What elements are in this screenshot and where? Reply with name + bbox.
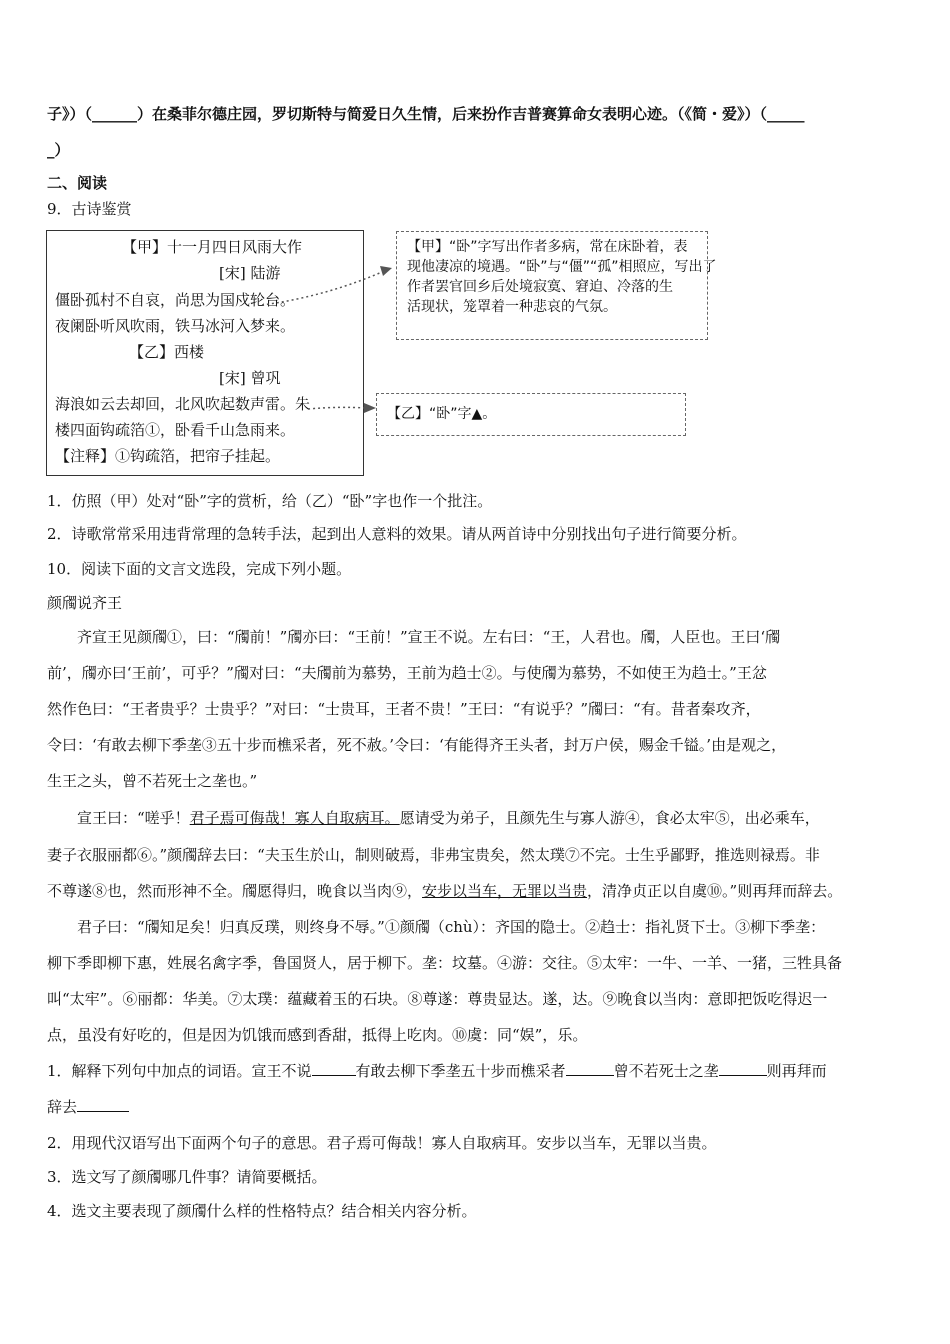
poem-jia-line-2: 夜阑卧听风吹雨，铁马冰河入梦来。 (55, 317, 296, 335)
passage-p2-line-3 (47, 881, 910, 901)
arrow-jia (262, 272, 382, 305)
passage-p1-line-4: 令曰：‘有敢去柳下季垄③五十步而樵采者，死不赦。’令曰：‘有能得齐王头者，封万户侯，赐金千镒。’由是观之， (47, 736, 787, 754)
passage-p3-line-4: 点，虽没有好吃的，但是因为饥饿而感到香甜，抵得上吃肉。⑩虞：同“娱”，乐。 (47, 1026, 588, 1044)
q10-sub1-part-c: 曾不若死士之垄 (613, 1062, 719, 1080)
passage-p1-line-1: 齐宣王见颜斶①，曰：“斶前！”斶亦曰：“王前！”宣王不说。左右曰：“王，人君也。斶，人臣也。王曰‘斶 (77, 628, 781, 646)
q10-sub-1-cont (47, 1097, 910, 1117)
p2-l3-part-a: 不尊遂⑧也，然而形神不全。斶愿得归，晚食以当肉⑨， (47, 882, 423, 900)
q10-sub-4: 4．选文主要表现了颜斶什么样的性格特点？结合相关内容分析。 (47, 1202, 477, 1220)
poem-jia-author: [宋] 陆游 (219, 264, 281, 282)
note-jia-line-3: 作者罢官回乡后处境寂寞、窘迫、冷落的生 (407, 279, 673, 295)
poem-jia-title: 【甲】十一月四日风雨大作 (122, 238, 303, 256)
q9-sub-2: 2．诗歌常常采用违背常理的急转手法，起到出人意料的效果。请从两首诗中分别找出句子进行简要分析。 (47, 525, 747, 543)
passage-p1-line-3: 然作色曰：“王者贵乎？士贵乎？”对曰：“士贵耳，王者不贵！”王曰：“有说乎？”斶曰：“有。昔者秦攻齐， (47, 700, 761, 718)
note-jia-line-4: 活现状，笼罩着一种悲哀的气氛。 (407, 299, 617, 315)
passage-p2-line-1 (47, 808, 910, 828)
p2-l1-part-b: 愿请受为弟子，且颜先生与寡人游④，食必太牢⑤，出必乘车， (399, 809, 820, 827)
p2-l3-part-b: ，清净贞正以自虞⑩。”则再拜而辞去。 (587, 882, 843, 900)
q10-sub1-part-e: 辞去 (47, 1098, 78, 1116)
answer-blank-4[interactable] (77, 1097, 129, 1112)
q10-sub1-part-d: 则再拜而 (766, 1062, 827, 1080)
arrow-yi (308, 407, 366, 409)
underlined-sentence-2: 安步以当车，无罪以当贵 (422, 882, 588, 900)
passage-p3-line-3: 叫“太牢”。⑥丽都：华美。⑦太璞：蕴藏着玉的石块。⑧尊遂：尊贵显达。遂，达。⑨晚食以当肉：意即把饭吃得迟一 (47, 990, 828, 1008)
arrow-yi-head (364, 403, 376, 413)
p2-l1-part-a: 宣王曰：“嗟乎！ (77, 809, 190, 827)
poem-yi-author: [宋] 曾巩 (219, 369, 281, 387)
q10-sub-3: 3．选文写了颜斶哪几件事？请简要概括。 (47, 1168, 327, 1186)
answer-blank-2[interactable] (566, 1061, 614, 1076)
note-yi-text: 【乙】“卧”字▲。 (387, 406, 497, 422)
underlined-sentence-1: 君子焉可侮哉！寡人自取病耳。 (189, 809, 400, 827)
note-jia-line-1: 【甲】“卧”字写出作者多病，常在床卧着，表 (407, 239, 688, 255)
poem-yi-line-2: 楼四面钩疏箔①，卧看千山急雨来。 (55, 421, 296, 439)
previous-question-line-1: 子》）（______）在桑菲尔德庄园，罗切斯特与简爱日久生情，后来扮作吉普赛算命女表明心迹。（《简・爱》）（_____ (47, 105, 805, 123)
q10-sub-1 (47, 1061, 910, 1081)
passage-p3-line-2: 柳下季即柳下惠，姓展名禽字季，鲁国贤人，居于柳下。垄：坟墓。④游：交往。⑤太牢：一牛、一羊、一猪，三牲具备 (47, 954, 843, 972)
section-heading: 二、阅读 (47, 174, 108, 192)
q10-sub1-part-b: 有敢去柳下季垄五十步而樵采者 (355, 1062, 566, 1080)
previous-question-line-2: _） (47, 141, 70, 159)
q9-sub-1: 1．仿照（甲）处对“卧”字的赏析，给（乙）“卧”字也作一个批注。 (47, 492, 493, 510)
q10-sub1-part-a: 1．解释下列句中加点的词语。宣王不说 (47, 1062, 312, 1080)
passage-p1-line-2: 前’，斶亦曰‘王前’，可乎？”斶对曰：“夫斶前为慕势，王前为趋士②。与使斶为慕势，不如使王为趋士。”王忿 (47, 664, 767, 682)
poem-note: 【注释】①钩疏箔，把帘子挂起。 (55, 447, 281, 465)
passage-p1-line-5: 生王之头，曾不若死士之垄也。” (47, 772, 258, 790)
note-jia-line-2: 现他凄凉的境遇。“卧”与“僵”“孤”相照应，写出了 (407, 259, 717, 275)
question-10-title: 10．阅读下面的文言文选段，完成下列小题。 (47, 560, 352, 578)
passage-p3-line-1: 君子曰：“斶知足矣！归真反璞，则终身不辱。”①颜斶（chù）：齐国的隐士。②趋士：指礼贤下士。③柳下季垄： (77, 918, 826, 936)
poem-jia-line-1: 僵卧孤村不自哀，尚思为国戍轮台。 (55, 291, 296, 309)
passage-title: 颜斶说齐王 (47, 594, 123, 612)
poem-yi-line-1: 海浪如云去却回，北风吹起数声雷。朱 (55, 395, 311, 413)
passage-p2-line-2: 妻子衣服丽都⑥。”颜斶辞去曰：“夫玉生於山，制则破焉，非弗宝贵矣，然太璞⑦不完。士生乎鄙野，推选则禄焉。非 (47, 846, 820, 864)
answer-blank-1[interactable] (312, 1061, 356, 1076)
answer-blank-3[interactable] (719, 1061, 767, 1076)
arrow-jia-head (380, 266, 392, 276)
q10-sub-2: 2．用现代汉语写出下面两个句子的意思。君子焉可侮哉！寡人自取病耳。安步以当车，无罪以当贵。 (47, 1134, 717, 1152)
poem-yi-title: 【乙】西楼 (129, 343, 205, 361)
question-9-title: 9．古诗鉴赏 (47, 200, 132, 218)
